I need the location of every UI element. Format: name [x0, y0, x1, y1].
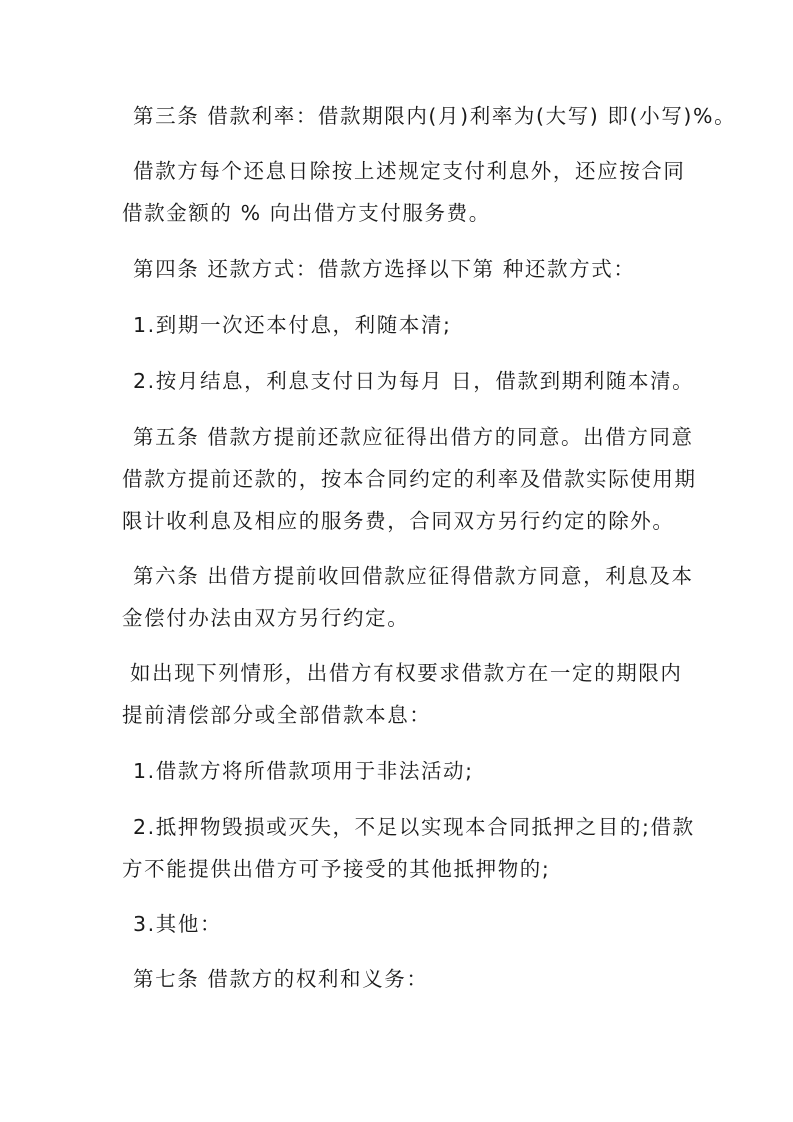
early-repayment-conditions-line-2: 提前清偿部分或全部借款本息： [122, 703, 432, 727]
article-7-heading: 第七条 借款方的权利和义务： [133, 967, 429, 991]
article-4-repayment-method: 第四条 还款方式：借款方选择以下第 种还款方式： [133, 257, 636, 281]
service-fee-line-1: 借款方每个还息日除按上述规定支付利息外，还应按合同 [133, 159, 686, 183]
article-5-line-1: 第五条 借款方提前还款应征得出借方的同意。出借方同意 [133, 425, 694, 449]
condition-item-3: 3.其他： [133, 912, 223, 936]
article-5-line-3: 限计收利息及相应的服务费，合同双方另行约定的除外。 [122, 509, 675, 533]
article-5-line-2: 借款方提前还款的，按本合同约定的利率及借款实际使用期 [122, 467, 697, 491]
condition-item-2-line-2: 方不能提供出借方可予接受的其他抵押物的; [122, 857, 551, 881]
article-6-line-2: 金偿付办法由双方另行约定。 [122, 606, 410, 630]
service-fee-line-2: 借款金额的 % 向出借方支付服务费。 [122, 201, 491, 225]
condition-item-1: 1.借款方将所借款项用于非法活动; [133, 759, 474, 783]
condition-item-2-line-1: 2.抵押物毁损或灭失，不足以实现本合同抵押之目的;借款 [133, 815, 695, 839]
early-repayment-conditions-line-1: 如出现下列情形，出借方有权要求借款方在一定的期限内 [130, 661, 683, 685]
repayment-option-2: 2.按月结息，利息支付日为每月 日，借款到期利随本清。 [133, 369, 695, 393]
article-3-interest-rate: 第三条 借款利率：借款期限内(月)利率为(大写) 即(小写)%。 [133, 104, 737, 128]
repayment-option-1: 1.到期一次还本付息，利随本清; [133, 313, 452, 337]
article-6-line-1: 第六条 出借方提前收回借款应征得借款方同意，利息及本 [133, 564, 694, 588]
